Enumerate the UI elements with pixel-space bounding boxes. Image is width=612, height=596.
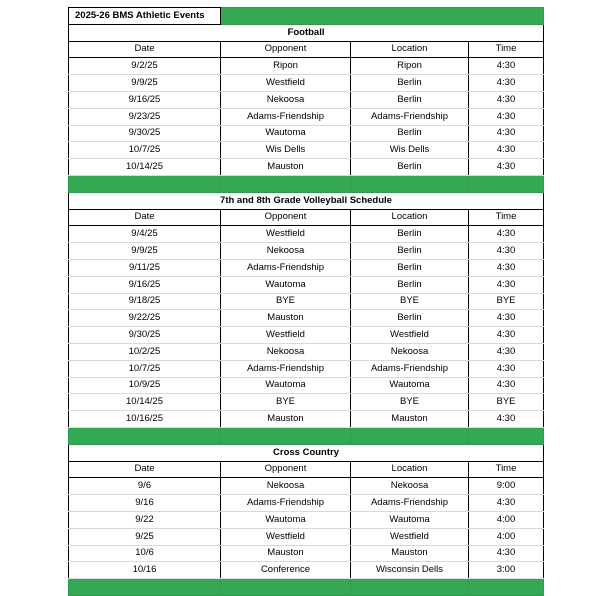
location-cell: Berlin <box>351 75 469 92</box>
table-row <box>69 411 544 428</box>
date-cell: 9/9/25 <box>69 75 221 92</box>
table-row <box>69 142 544 159</box>
time-cell: 4:30 <box>469 259 544 276</box>
table-row <box>69 159 544 176</box>
volleyball-section-heading-row <box>69 192 544 209</box>
date-cell: 9/9/25 <box>69 243 221 260</box>
location-cell: BYE <box>351 293 469 310</box>
date-cell: 10/2/25 <box>69 343 221 360</box>
location-cell: Berlin <box>351 91 469 108</box>
time-cell: 4:30 <box>469 377 544 394</box>
opponent-cell: Wis Dells <box>221 142 351 159</box>
green-separator-cell <box>351 579 469 596</box>
location-cell: Berlin <box>351 259 469 276</box>
column-header: Date <box>69 41 221 58</box>
opponent-cell: Wautoma <box>221 511 351 528</box>
opponent-cell: Westfield <box>221 528 351 545</box>
date-cell: 9/16/25 <box>69 276 221 293</box>
table-row <box>69 293 544 310</box>
date-cell: 9/16 <box>69 495 221 512</box>
location-cell: Westfield <box>351 528 469 545</box>
opponent-cell: Adams-Friendship <box>221 360 351 377</box>
green-separator-cell <box>221 427 351 444</box>
column-header: Opponent <box>221 41 351 58</box>
opponent-cell: Adams-Friendship <box>221 259 351 276</box>
time-cell: 4:30 <box>469 411 544 428</box>
time-cell: 4:30 <box>469 327 544 344</box>
football-section-heading-row <box>69 24 544 41</box>
date-cell: 9/23/25 <box>69 108 221 125</box>
location-cell: Mauston <box>351 545 469 562</box>
location-cell: Adams-Friendship <box>351 360 469 377</box>
green-separator-cell <box>221 579 351 596</box>
column-header: Date <box>69 461 221 478</box>
green-separator-cell <box>469 175 544 192</box>
location-cell: Berlin <box>351 125 469 142</box>
cross-country-section-heading: Cross Country <box>69 444 544 461</box>
opponent-cell: Ripon <box>221 58 351 75</box>
opponent-cell: Wautoma <box>221 377 351 394</box>
time-cell: 4:30 <box>469 243 544 260</box>
green-separator-cell <box>351 427 469 444</box>
column-header: Location <box>351 41 469 58</box>
opponent-cell: Nekoosa <box>221 478 351 495</box>
location-cell: Ripon <box>351 58 469 75</box>
location-cell: Wautoma <box>351 511 469 528</box>
schedule-sheet <box>68 7 543 596</box>
title-green-fill <box>221 8 544 25</box>
date-cell: 10/16/25 <box>69 411 221 428</box>
football-section-heading: Football <box>69 24 544 41</box>
time-cell: 4:30 <box>469 142 544 159</box>
opponent-cell: Nekoosa <box>221 91 351 108</box>
opponent-cell: Adams-Friendship <box>221 495 351 512</box>
table-row <box>69 58 544 75</box>
opponent-cell: BYE <box>221 293 351 310</box>
cross-country-column-headers <box>69 461 544 478</box>
time-cell: BYE <box>469 293 544 310</box>
location-cell: Nekoosa <box>351 343 469 360</box>
date-cell: 10/7/25 <box>69 360 221 377</box>
column-header: Time <box>469 41 544 58</box>
time-cell: 4:30 <box>469 276 544 293</box>
table-row <box>69 377 544 394</box>
green-separator-cell <box>69 427 221 444</box>
location-cell: Wautoma <box>351 377 469 394</box>
time-cell: 4:30 <box>469 159 544 176</box>
green-separator-cell <box>469 427 544 444</box>
opponent-cell: Mauston <box>221 411 351 428</box>
opponent-cell: Nekoosa <box>221 243 351 260</box>
title-row <box>69 8 544 25</box>
time-cell: 4:30 <box>469 343 544 360</box>
table-row <box>69 394 544 411</box>
opponent-cell: Adams-Friendship <box>221 108 351 125</box>
green-separator-cell <box>69 579 221 596</box>
green-separator-cell <box>69 175 221 192</box>
opponent-cell: Mauston <box>221 159 351 176</box>
column-header: Opponent <box>221 461 351 478</box>
date-cell: 10/7/25 <box>69 142 221 159</box>
location-cell: Mauston <box>351 411 469 428</box>
volleyball-section-heading: 7th and 8th Grade Volleyball Schedule <box>69 192 544 209</box>
location-cell: Berlin <box>351 243 469 260</box>
table-row <box>69 343 544 360</box>
time-cell: 4:00 <box>469 511 544 528</box>
green-separator-cell <box>221 175 351 192</box>
time-cell: 4:30 <box>469 226 544 243</box>
column-header: Time <box>469 209 544 226</box>
date-cell: 9/18/25 <box>69 293 221 310</box>
location-cell: Westfield <box>351 327 469 344</box>
green-separator-row <box>69 175 544 192</box>
time-cell: 4:30 <box>469 545 544 562</box>
football-column-headers <box>69 41 544 58</box>
date-cell: 10/16 <box>69 562 221 579</box>
time-cell: 4:30 <box>469 58 544 75</box>
green-separator-cell <box>351 175 469 192</box>
table-row <box>69 243 544 260</box>
date-cell: 9/6 <box>69 478 221 495</box>
opponent-cell: Wautoma <box>221 125 351 142</box>
date-cell: 10/9/25 <box>69 377 221 394</box>
time-cell: 4:30 <box>469 125 544 142</box>
time-cell: 4:30 <box>469 310 544 327</box>
column-header: Location <box>351 461 469 478</box>
opponent-cell: Nekoosa <box>221 343 351 360</box>
table-row <box>69 495 544 512</box>
location-cell: BYE <box>351 394 469 411</box>
table-row <box>69 276 544 293</box>
green-separator-row <box>69 427 544 444</box>
time-cell: 4:30 <box>469 360 544 377</box>
table-row <box>69 310 544 327</box>
date-cell: 10/6 <box>69 545 221 562</box>
date-cell: 9/4/25 <box>69 226 221 243</box>
green-separator-row <box>69 579 544 596</box>
opponent-cell: Wautoma <box>221 276 351 293</box>
table-row <box>69 360 544 377</box>
location-cell: Berlin <box>351 226 469 243</box>
location-cell: Berlin <box>351 310 469 327</box>
table-row <box>69 91 544 108</box>
table-row <box>69 528 544 545</box>
column-header: Opponent <box>221 209 351 226</box>
opponent-cell: Conference <box>221 562 351 579</box>
table-row <box>69 562 544 579</box>
cross-country-section-heading-row <box>69 444 544 461</box>
opponent-cell: Westfield <box>221 226 351 243</box>
time-cell: 3:00 <box>469 562 544 579</box>
column-header: Time <box>469 461 544 478</box>
opponent-cell: Mauston <box>221 545 351 562</box>
time-cell: 9:00 <box>469 478 544 495</box>
opponent-cell: Westfield <box>221 75 351 92</box>
column-header: Date <box>69 209 221 226</box>
table-row <box>69 226 544 243</box>
date-cell: 9/16/25 <box>69 91 221 108</box>
time-cell: 4:00 <box>469 528 544 545</box>
table-row <box>69 125 544 142</box>
opponent-cell: Westfield <box>221 327 351 344</box>
volleyball-column-headers <box>69 209 544 226</box>
time-cell: 4:30 <box>469 91 544 108</box>
date-cell: 9/2/25 <box>69 58 221 75</box>
table-row <box>69 108 544 125</box>
date-cell: 9/22 <box>69 511 221 528</box>
table-row <box>69 511 544 528</box>
location-cell: Wis Dells <box>351 142 469 159</box>
date-cell: 9/25 <box>69 528 221 545</box>
date-cell: 9/30/25 <box>69 327 221 344</box>
date-cell: 9/22/25 <box>69 310 221 327</box>
schedule-table <box>68 7 544 596</box>
location-cell: Wisconsin Dells <box>351 562 469 579</box>
table-row <box>69 75 544 92</box>
green-separator-cell <box>469 579 544 596</box>
location-cell: Adams-Friendship <box>351 495 469 512</box>
location-cell: Adams-Friendship <box>351 108 469 125</box>
date-cell: 10/14/25 <box>69 394 221 411</box>
time-cell: 4:30 <box>469 108 544 125</box>
table-row <box>69 478 544 495</box>
location-cell: Berlin <box>351 159 469 176</box>
opponent-cell: BYE <box>221 394 351 411</box>
date-cell: 10/14/25 <box>69 159 221 176</box>
table-row <box>69 327 544 344</box>
date-cell: 9/11/25 <box>69 259 221 276</box>
time-cell: BYE <box>469 394 544 411</box>
column-header: Location <box>351 209 469 226</box>
location-cell: Nekoosa <box>351 478 469 495</box>
time-cell: 4:30 <box>469 495 544 512</box>
table-row <box>69 545 544 562</box>
table-row <box>69 259 544 276</box>
opponent-cell: Mauston <box>221 310 351 327</box>
time-cell: 4:30 <box>469 75 544 92</box>
location-cell: Berlin <box>351 276 469 293</box>
page-title: 2025-26 BMS Athletic Events <box>69 8 221 25</box>
date-cell: 9/30/25 <box>69 125 221 142</box>
